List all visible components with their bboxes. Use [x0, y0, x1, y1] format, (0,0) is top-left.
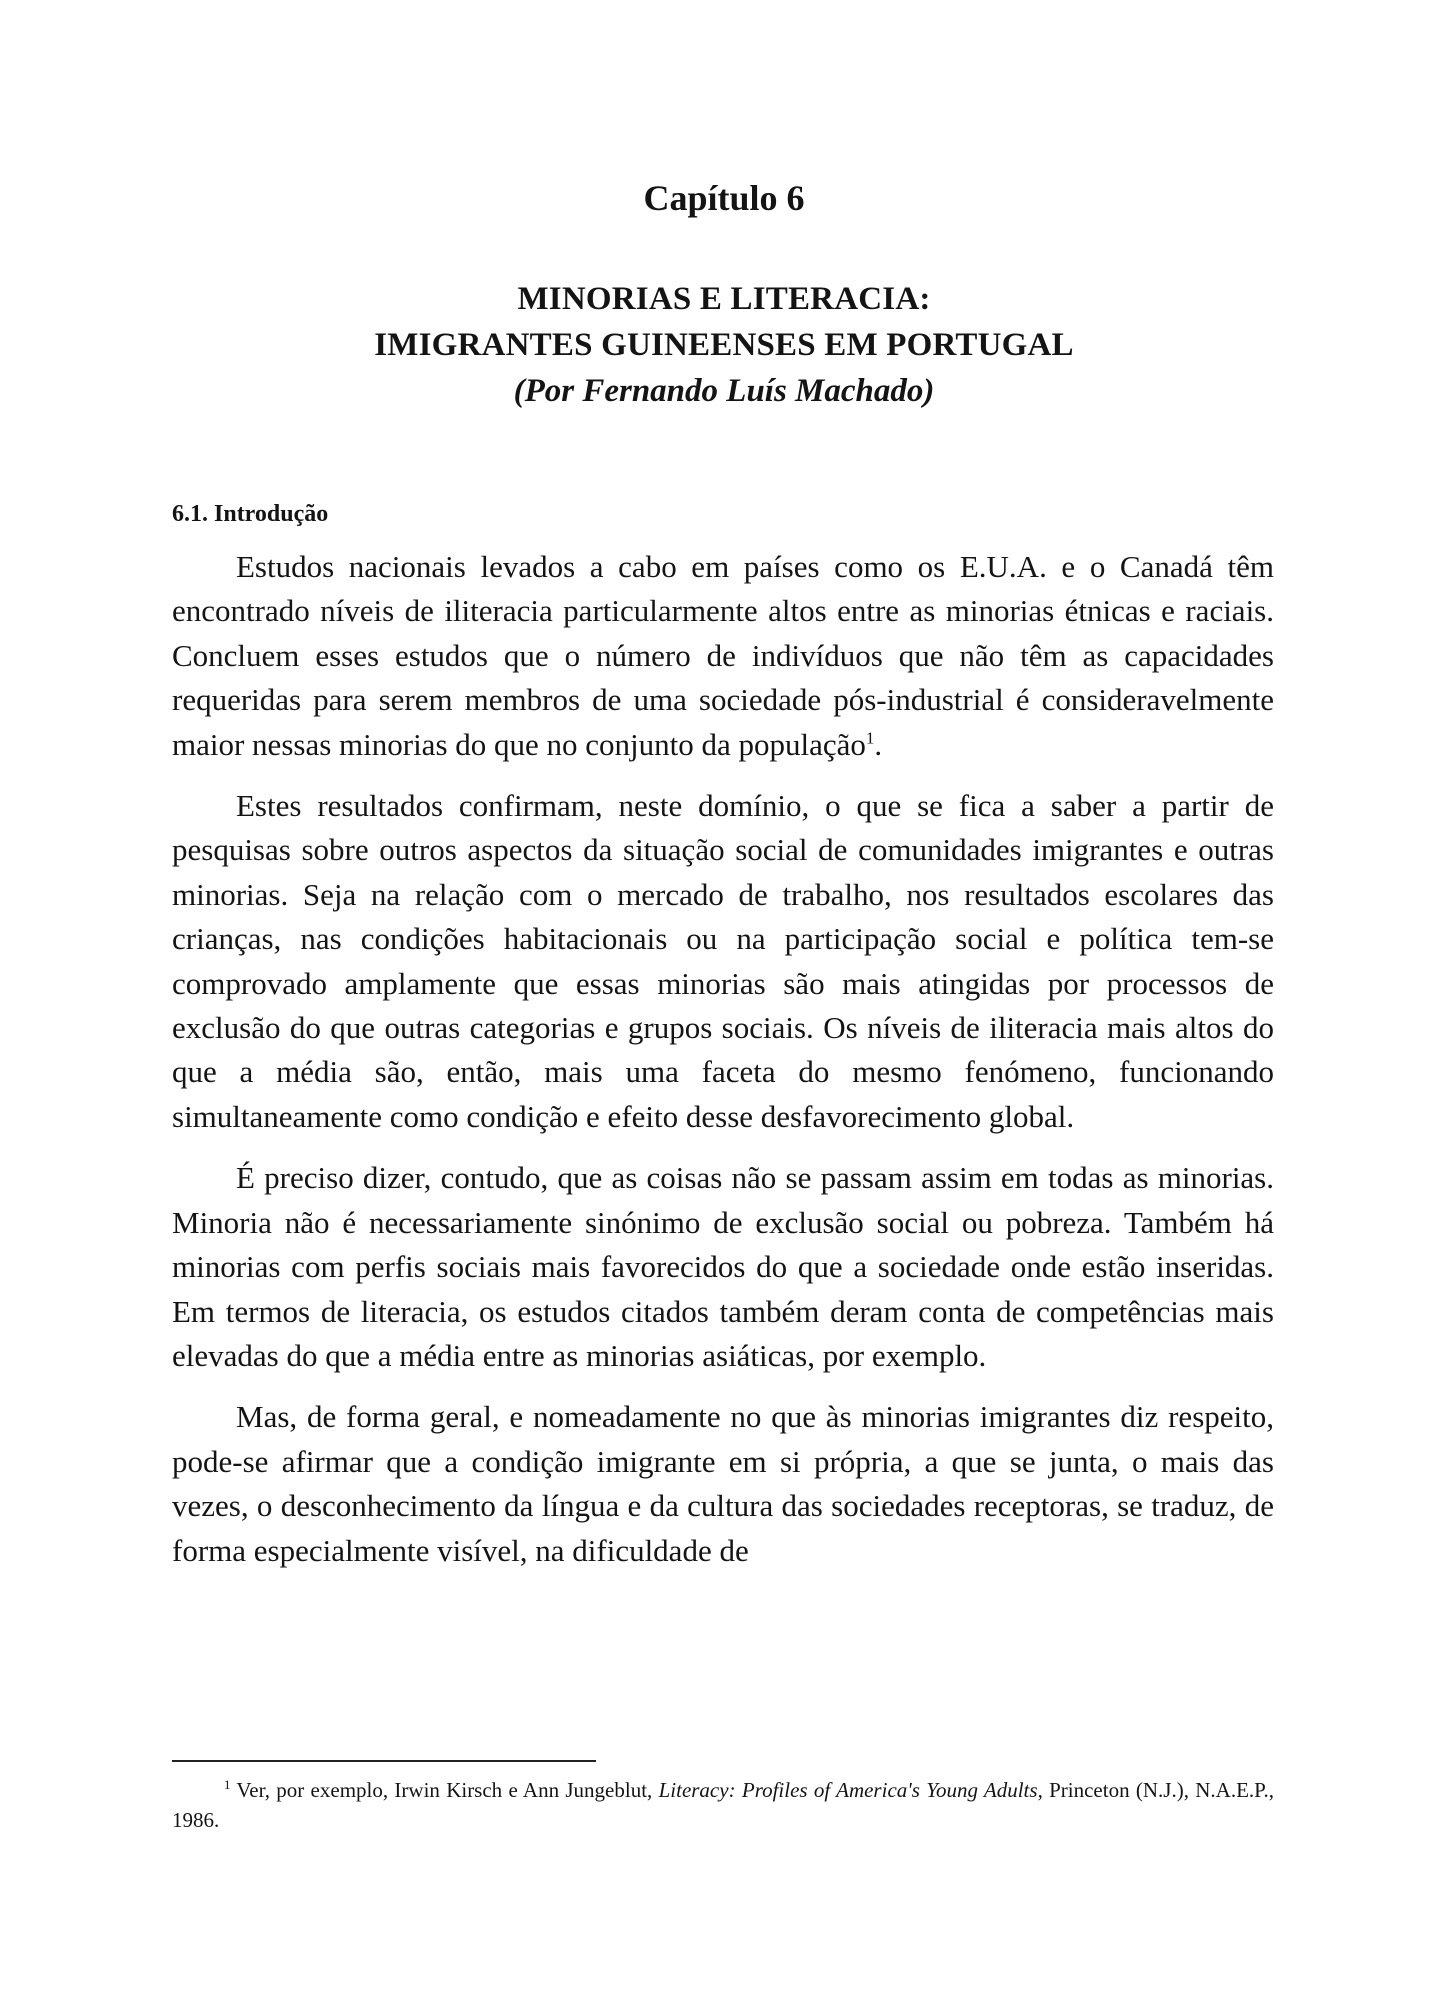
paragraph-1-end: .: [874, 726, 883, 762]
chapter-author: (Por Fernando Luís Machado): [513, 373, 935, 409]
footnote-divider: [172, 1760, 596, 1762]
chapter-title-line-2: IMIGRANTES GUINEENSES EM PORTUGAL: [374, 327, 1074, 363]
paragraph-1-text: Estudos nacionais levados a cabo em países como os E.U.A. e o Canadá têm encontrado níveis de iliteracia particularmente altos entre as minorias étnicas e raciais. Concluem esses estudos que o número de indivíduos que não têm as capacidades requeridas para serem membros de uma sociedade pós-industrial é consideravelmente maior nessas minorias do que no conjunto da população: [172, 549, 1274, 762]
paragraph-4: Mas, de forma geral, e nomeadamente no que às minorias imigrantes diz respeito, pode-se afirmar que a condição imigrante em si própria, a que se junta, o mais das vezes, o desconhecimento da língua e da cultura das sociedades receptoras, se traduz, de forma especialmente visível, na dificuldade de: [172, 1399, 1274, 1568]
chapter-title-line-1: MINORIAS E LITERACIA:: [517, 281, 931, 317]
footnote: [172, 1775, 1274, 1835]
footnote-cited-title: Literacy: Profiles of America's Young Adults: [658, 1778, 1038, 1802]
chapter-title-block: [0, 276, 1448, 414]
section-heading: 6.1. Introdução: [172, 501, 329, 527]
paragraph-3: É preciso dizer, contudo, que as coisas não se passam assim em todas as minorias. Minoria não é necessariamente sinónimo de exclusão social ou pobreza. Também há minorias com perfis sociais mais favorecidos do que a sociedade onde estão inseridas. Em termos de literacia, os estudos citados também deram conta de competências mais elevadas do que a média entre as minorias asiáticas, por exemplo.: [172, 1160, 1274, 1373]
footnote-text-before: Ver, por exemplo, Irwin Kirsch e Ann Jungeblut,: [236, 1778, 653, 1802]
paragraph-1: [172, 545, 1274, 767]
footnote-text-after: , Princeton (N.J.), N.A.E.P., 1986.: [172, 1778, 1275, 1832]
chapter-label: Capítulo 6: [643, 178, 805, 218]
footnote-reference[interactable]: 1: [865, 728, 875, 748]
body-text: [172, 545, 1274, 1590]
paragraph-2: Estes resultados confirmam, neste domínio, o que se fica a saber a partir de pesquisas sobre outros aspectos da situação social de comunidades imigrantes e outras minorias. Seja na relação com o mercado de trabalho, nos resultados escolares das crianças, nas condições habitacionais ou na participação social e política tem-se comprovado amplamente que essas minorias são mais atingidas por processos de exclusão do que outras categorias e grupos sociais. Os níveis de iliteracia mais altos do que a média são, então, mais uma faceta do mesmo fenómeno, funcionando simultaneamente como condição e efeito desse desfavorecimento global.: [172, 788, 1274, 1134]
footnote-number: 1: [224, 1777, 231, 1792]
